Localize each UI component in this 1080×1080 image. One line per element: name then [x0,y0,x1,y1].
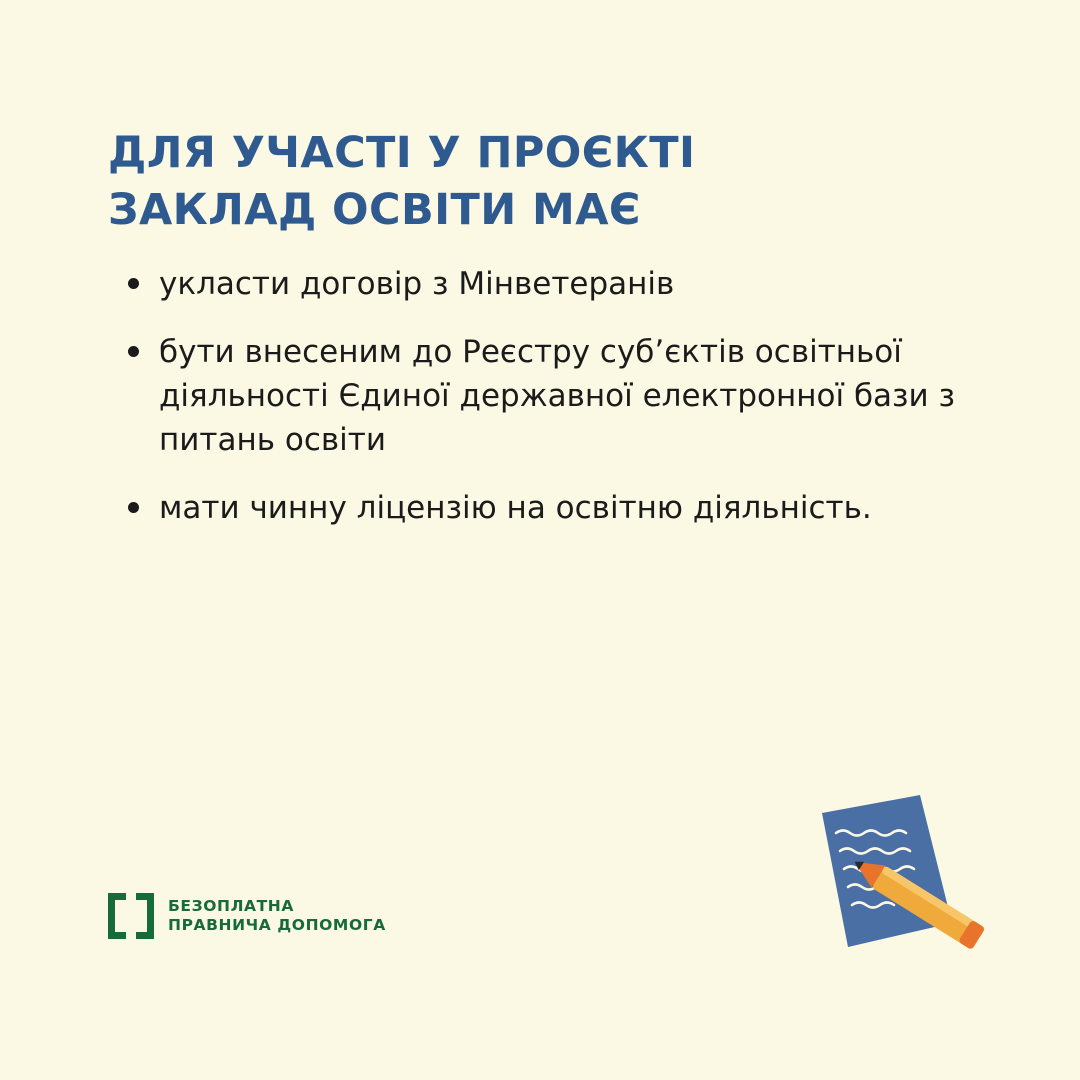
list-item [128,262,958,306]
brand-logo-text [168,897,386,936]
requirements-list [128,262,958,554]
bracket-left-icon [108,893,126,939]
bullet-dot-icon [128,278,139,289]
brand-logo [108,893,386,939]
list-item-label: мати чинну ліцензію на освітню діяльність. [159,490,872,527]
bullet-dot-icon [128,502,139,513]
list-item [128,330,958,462]
brand-logo-line-1: БЕЗОПЛАТНА [168,896,294,915]
bracket-logo-icon [108,893,154,939]
document-and-pencil-icon [812,795,1002,970]
list-item-label: бути внесеним до Реєстру суб’єктів освітньої діяльності Єдиної державної електронної бази з питань освіти [159,334,956,459]
page-title: ДЛЯ УЧАСТІ У ПРОЄКТІ ЗАКЛАД ОСВІТИ МАЄ [108,127,696,235]
list-item-label: укласти договір з Мінветеранів [159,266,675,302]
brand-logo-line-2: ПРАВНИЧА ДОПОМОГА [168,916,386,934]
bullet-dot-icon [128,346,139,357]
bracket-right-icon [136,893,154,939]
list-item [128,486,958,530]
